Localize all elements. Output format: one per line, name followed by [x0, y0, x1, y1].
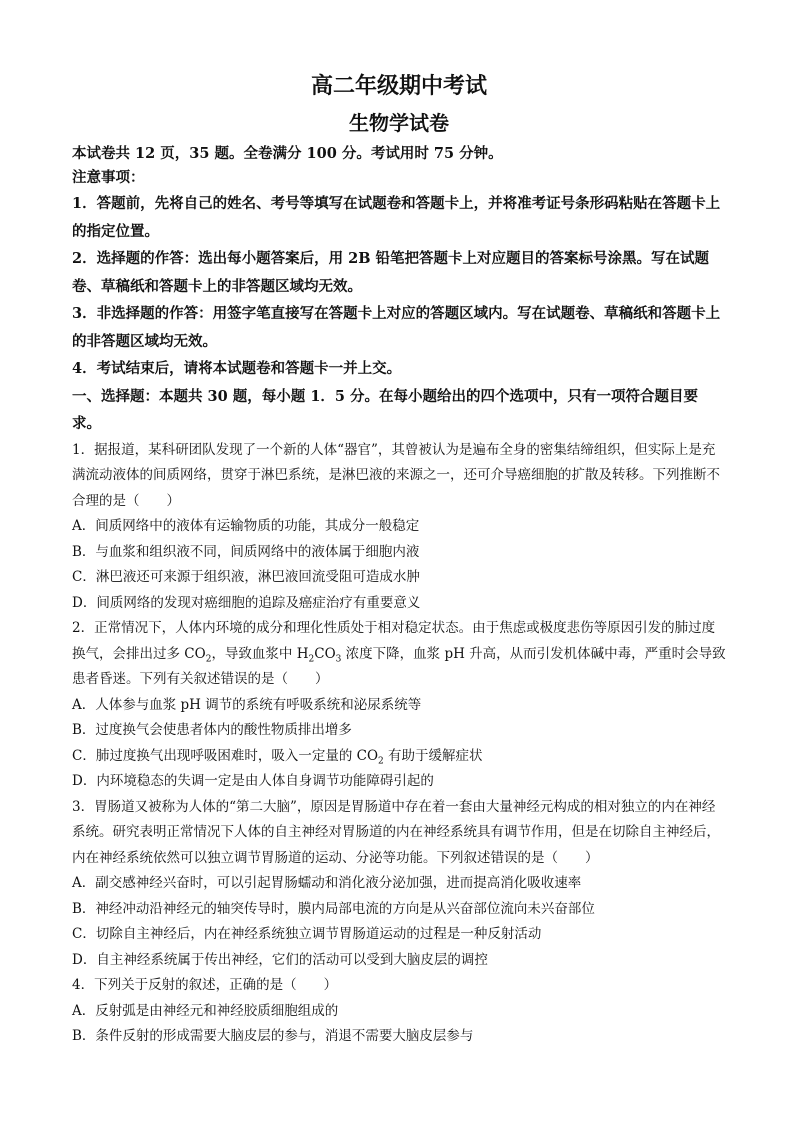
question-option: C．淋巴液还可来源于组织液，淋巴液回流受阻可造成水肿 [72, 569, 420, 585]
question-option: B．与血浆和组织液不同，间质网络中的液体属于细胞内液 [72, 543, 420, 560]
notice-item: 4．考试结束后，请将本试题卷和答题卡一并上交。 [72, 360, 402, 377]
question-option: B．过度换气会使患者体内的酸性物质排出增多 [72, 722, 352, 738]
subscript: 2 [205, 654, 212, 665]
question-option: C．切除自主神经后，内在神经系统独立调节胃肠道运动的过程是一种反射活动 [72, 926, 542, 942]
subscript: 3 [335, 654, 342, 665]
question-option [72, 744, 726, 770]
question-option: A．间质网络中的液体有运输物质的功能，其成分一般稳定 [72, 518, 420, 534]
question-option: D．内环境稳态的失调一定是由人体自身调节功能障碍引起的 [72, 773, 434, 789]
notice-item: 1．答题前，先将自己的姓名、考号等填写在试题卷和答题卡上，并将准考证号条形码粘贴在答题卡上的指定位置。 [72, 195, 721, 240]
question-option: A．副交感神经兴奋时，可以引起胃肠蠕动和消化液分泌加强，进而提高消化吸收速率 [72, 875, 582, 891]
option-text: 有助于缓解症状 [383, 747, 483, 764]
question-option: B．条件反射的形成需要大脑皮层的参与，消退不需要大脑皮层参与 [72, 1028, 474, 1044]
notice-heading: 注意事项： [72, 169, 145, 186]
question-option: A．人体参与血浆 pH 调节的系统有呼吸系统和泌尿系统等 [72, 696, 422, 713]
question-stem: 1．据报道，某科研团队发现了一个新的人体“器官”，其曾被认为是遍布全身的密集结缔组织，但实际上是充满流动液体的间质网络，贯穿于淋巴系统，是淋巴液的来源之一，还可介导癌细胞的扩散及转移。下列推断不合理的是（ ） [72, 441, 720, 509]
exam-title: 高二年级期中考试 [310, 73, 487, 99]
stem-text: 浓度下降，血浆 pH 升高，从而引发机体碱中毒，严重时会导致患者昏迷。下列有关叙述错误的是（ ） [72, 645, 726, 687]
section-heading: 一、选择题：本题共 30 题，每小题 1．5 分。在每小题给出的四个选项中，只有一项符合题目要求。 [72, 387, 699, 432]
notice-item: 3．非选择题的作答：用签字笔直接写在答题卡上对应的答题区域内。写在试题卷、草稿纸和答题卡上的非答题区域均无效。 [72, 305, 721, 350]
stem-text: 2．正常情况下，人体内环境的成分和理化性质处于相对稳定状态。由于焦虑或极度悲伤等原因引发的肺过度换气，会排出过多 CO [72, 620, 716, 662]
notice-item: 2．选择题的作答：选出每小题答案后，用 2B 铅笔把答题卡上对应题目的答案标号涂黑。写在试题卷、草稿纸和答题卡上的非答题区域均无效。 [72, 250, 710, 295]
question-stem [72, 616, 726, 693]
stem-text: ，导致血浆中 H [211, 645, 309, 662]
question-option: D．间质网络的发现对癌细胞的追踪及癌症治疗有重要意义 [72, 594, 421, 611]
stem-text: CO [314, 645, 336, 662]
exam-intro: 本试卷共 12 页，35 题。全卷满分 100 分。考试用时 75 分钟。 [72, 145, 503, 162]
exam-subject: 生物学试卷 [349, 111, 449, 135]
question-stem: 3．胃肠道又被称为人体的“第二大脑”，原因是胃肠道中存在着一套由大量神经元构成的相对独立的内在神经系统。研究表明正常情况下人体的自主神经对胃肠道的内在神经系统具有调节作用，但是在切除自主神经后，内在神经系统依然可以独立调节胃肠道的运动、分泌等功能。下列叙述错误的是（ ） [72, 798, 720, 866]
question-option: B．神经冲动沿神经元的轴突传导时，膜内局部电流的方向是从兴奋部位流向未兴奋部位 [72, 900, 595, 917]
option-text: C．肺过度换气出现呼吸困难时，吸入一定量的 CO [72, 747, 379, 764]
question-option: A．反射弧是由神经元和神经胶质细胞组成的 [72, 1002, 339, 1019]
question-option: D．自主神经系统属于传出神经，它们的活动可以受到大脑皮层的调控 [72, 951, 488, 968]
question-stem: 4．下列关于反射的叙述，正确的是（ ） [72, 977, 338, 993]
subscript: 2 [308, 654, 315, 665]
subscript: 2 [378, 756, 384, 767]
